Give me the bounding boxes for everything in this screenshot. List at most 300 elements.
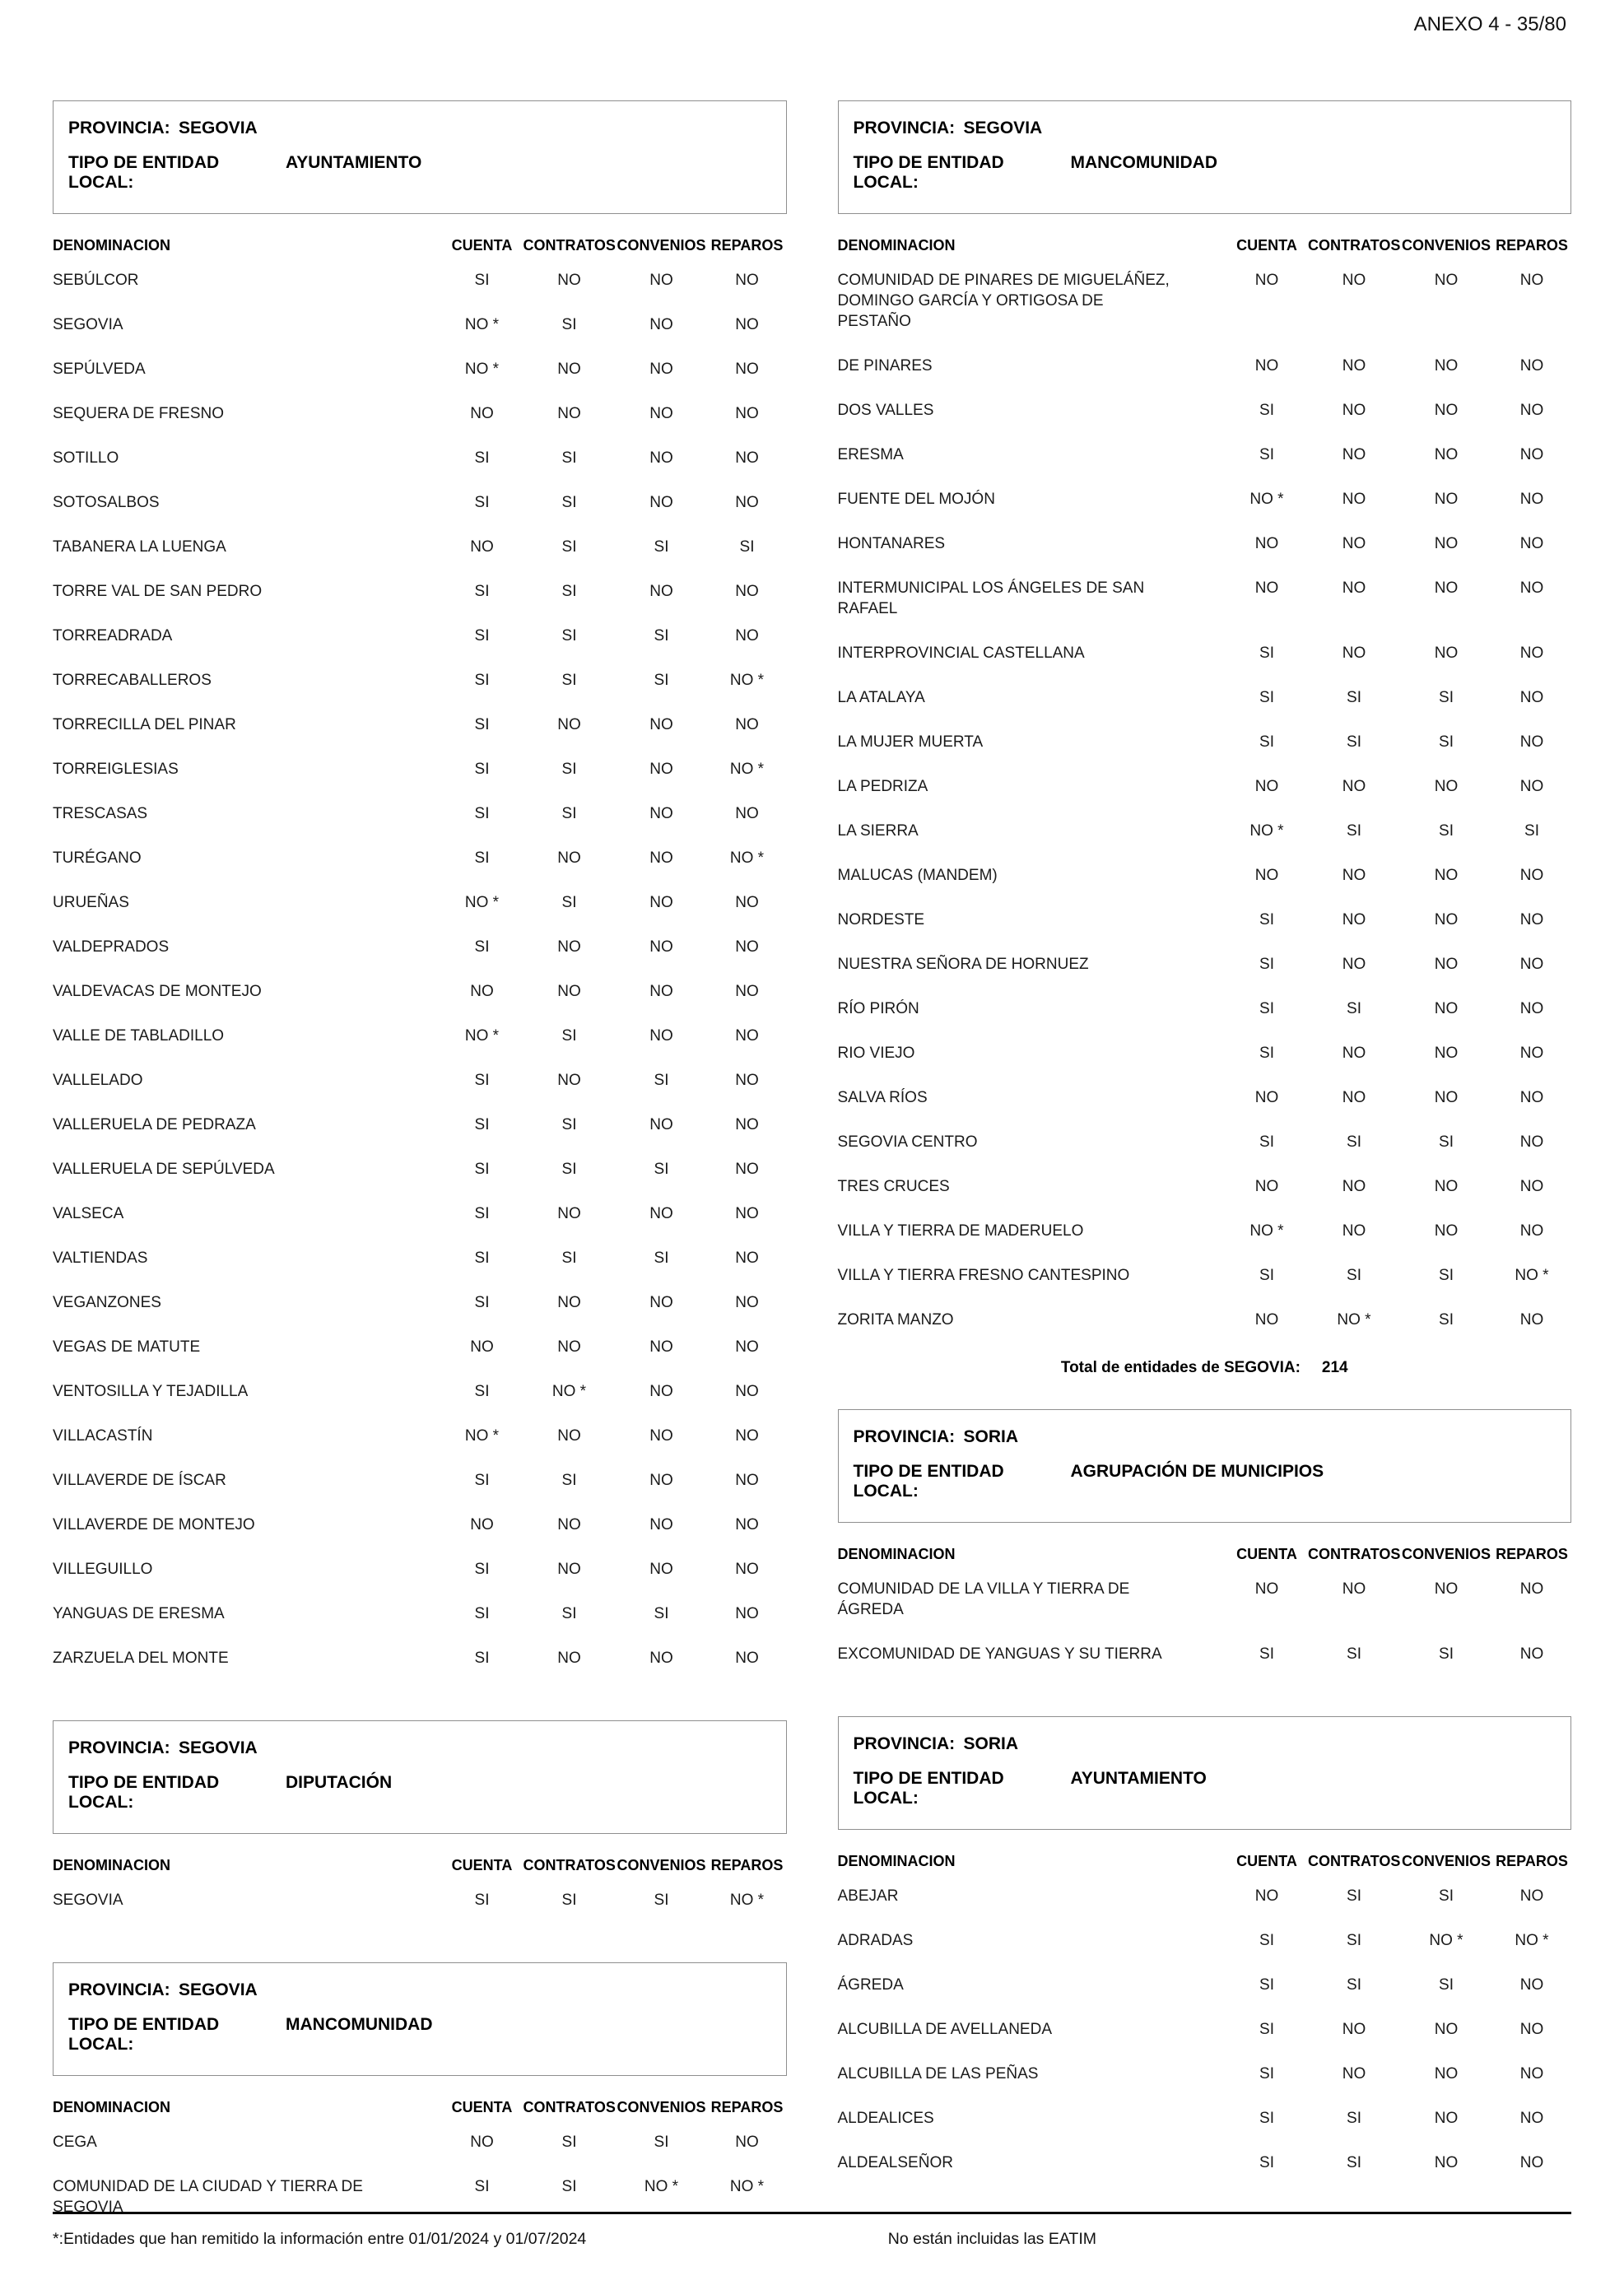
value-cuenta: SI <box>1259 402 1274 419</box>
value-convenios: NO <box>1434 446 1459 463</box>
value-convenios: SI <box>654 1161 669 1178</box>
value-contratos: NO <box>1342 491 1366 508</box>
province-label: PROVINCIA: <box>853 1734 956 1753</box>
table-row <box>53 1026 787 1070</box>
value-convenios: SI <box>654 1250 669 1267</box>
table-row <box>838 998 1572 1043</box>
value-convenios: SI <box>654 2134 669 2151</box>
entity-type-row <box>854 146 1557 200</box>
entity-name: VEGAS DE MATUTE <box>53 1338 201 1356</box>
table-column-headers <box>53 235 787 255</box>
column-header-reparos: REPAROS <box>710 2099 784 2115</box>
value-reparos: NO <box>735 983 759 1000</box>
value-contratos: SI <box>561 538 577 556</box>
value-convenios: NO <box>649 761 673 778</box>
value-convenios: NO <box>649 1516 673 1533</box>
province-value: SORIA <box>963 1427 1019 1446</box>
value-contratos: NO <box>1342 911 1366 928</box>
province-row <box>854 1727 1557 1761</box>
table-row <box>53 2132 787 2176</box>
column-header-denominacion: DENOMINACION <box>837 1853 956 1869</box>
page-annex-number: ANEXO 4 - 35/80 <box>1413 13 1566 35</box>
table-row <box>838 1310 1572 1354</box>
value-reparos: NO <box>1519 778 1544 795</box>
value-contratos: NO <box>1342 1580 1366 1598</box>
value-reparos: NO * <box>729 1892 765 1909</box>
value-contratos: SI <box>1347 1000 1361 1017</box>
value-reparos: NO <box>735 894 759 911</box>
table-row <box>53 1248 787 1292</box>
column-header-contratos: CONTRATOS <box>523 1857 616 1873</box>
entity-name: ADRADAS <box>837 1932 914 1949</box>
value-convenios: SI <box>654 1605 669 1622</box>
table-row <box>53 270 787 314</box>
value-contratos: SI <box>1347 2154 1361 2171</box>
value-reparos: NO <box>1519 491 1544 508</box>
value-convenios: NO <box>1434 2110 1459 2127</box>
value-reparos: NO <box>735 1338 759 1356</box>
entity-name: ÁGREDA <box>837 1976 904 1994</box>
value-contratos: NO <box>1342 1222 1366 1240</box>
value-cuenta: SI <box>1259 733 1274 751</box>
value-contratos: NO <box>557 716 581 733</box>
value-contratos: NO <box>557 1294 581 1311</box>
total-label: Total de entidades de SEGOVIA: <box>1060 1359 1301 1376</box>
value-reparos: NO <box>1519 956 1544 973</box>
value-convenios: SI <box>1439 1976 1454 1994</box>
entity-name: VILLA Y TIERRA DE MADERUELO <box>837 1222 1084 1240</box>
table-row <box>53 1070 787 1115</box>
value-convenios: NO <box>649 983 673 1000</box>
entity-name: HONTANARES <box>837 535 946 552</box>
province-row <box>68 1973 771 2008</box>
entity-name: COMUNIDAD DE LA VILLA Y TIERRA DE ÁGREDA <box>837 1580 1130 1618</box>
value-reparos: NO <box>735 1205 759 1222</box>
entity-table <box>53 1720 787 1934</box>
entity-table <box>53 1962 787 2241</box>
value-contratos: SI <box>1347 822 1361 840</box>
entity-name: VILLAVERDE DE MONTEJO <box>53 1516 255 1533</box>
column-header-reparos: REPAROS <box>1496 1853 1568 1869</box>
table-column-headers <box>53 1855 787 1875</box>
entity-name: VALLERUELA DE SEPÚLVEDA <box>53 1161 275 1178</box>
value-cuenta: SI <box>1259 2154 1274 2171</box>
entity-name: SEQUERA DE FRESNO <box>53 405 224 422</box>
value-convenios: NO <box>649 449 673 467</box>
value-convenios: SI <box>654 627 669 645</box>
value-convenios: SI <box>654 1072 669 1089</box>
entity-name: SEGOVIA <box>53 1892 123 1909</box>
value-cuenta: NO <box>1254 1311 1279 1329</box>
value-convenios: NO * <box>1429 1932 1463 1949</box>
table-column-headers <box>838 235 1572 255</box>
entity-name: URUEÑAS <box>53 894 129 911</box>
entity-name: ZARZUELA DEL MONTE <box>53 1650 229 1667</box>
table-row <box>53 359 787 403</box>
value-contratos: SI <box>1347 1133 1361 1151</box>
table-row <box>53 1470 787 1515</box>
value-reparos: NO <box>735 1472 759 1489</box>
footer-note-asterisk: *:Entidades que han remitido la información entre 01/01/2024 y 01/07/2024 <box>53 2230 587 2248</box>
column-header-denominacion: DENOMINACION <box>837 1546 956 1562</box>
value-reparos: NO <box>1519 1580 1544 1598</box>
table-row <box>838 270 1572 356</box>
value-cuenta: SI <box>474 1116 490 1133</box>
value-contratos: NO * <box>1337 1311 1371 1329</box>
value-convenios: SI <box>1439 1645 1454 1663</box>
value-cuenta: NO <box>1254 1580 1279 1598</box>
entity-type-row <box>68 1766 771 1820</box>
value-cuenta: SI <box>474 716 490 733</box>
value-cuenta: SI <box>474 672 490 689</box>
value-cuenta: SI <box>474 583 490 600</box>
footer-note-eatim: No están incluidas las EATIM <box>887 2230 1096 2248</box>
value-contratos: SI <box>1347 1267 1361 1284</box>
entity-name: ALCUBILLA DE LAS PEÑAS <box>837 2065 1039 2083</box>
table-row <box>838 954 1572 998</box>
value-reparos: NO <box>1519 1000 1544 1017</box>
province-value: SEGOVIA <box>179 119 258 137</box>
entity-name: TRES CRUCES <box>837 1178 950 1195</box>
value-convenios: SI <box>1439 822 1454 840</box>
entity-name: INTERPROVINCIAL CASTELLANA <box>837 645 1085 662</box>
value-cuenta: SI <box>474 1561 490 1578</box>
province-label: PROVINCIA: <box>68 1738 170 1757</box>
value-convenios: NO <box>1434 535 1459 552</box>
value-contratos: NO <box>1342 645 1366 662</box>
value-contratos: NO <box>1342 535 1366 552</box>
value-contratos: NO <box>557 1338 581 1356</box>
entity-name: TORRECABALLEROS <box>53 672 212 689</box>
value-cuenta: SI <box>1259 689 1274 706</box>
entity-name: VALLERUELA DE PEDRAZA <box>53 1116 256 1133</box>
value-reparos: NO <box>1519 402 1544 419</box>
table-row <box>53 1203 787 1248</box>
value-contratos: NO <box>557 1516 581 1533</box>
value-reparos: NO <box>735 2134 759 2151</box>
value-contratos: NO <box>1342 1045 1366 1062</box>
value-reparos: NO <box>735 1605 759 1622</box>
value-contratos: SI <box>561 894 577 911</box>
value-convenios: NO <box>1434 402 1459 419</box>
entity-type-value: AYUNTAMIENTO <box>286 153 422 172</box>
entity-name: NORDESTE <box>837 911 925 928</box>
table-row <box>838 400 1572 444</box>
value-reparos: NO <box>1519 446 1544 463</box>
value-convenios: NO <box>649 894 673 911</box>
entity-name: ALCUBILLA DE AVELLANEDA <box>837 2021 1052 2038</box>
province-label: PROVINCIA: <box>68 119 170 137</box>
value-convenios: NO <box>649 316 673 333</box>
province-label: PROVINCIA: <box>853 1427 956 1446</box>
value-convenios: NO <box>1434 579 1459 597</box>
table-row <box>838 1087 1572 1132</box>
entity-name: SOTILLO <box>53 449 119 467</box>
value-reparos: NO <box>1519 1133 1544 1151</box>
total-entities-row <box>838 1357 1572 1378</box>
value-reparos: NO <box>1519 1887 1544 1905</box>
value-reparos: NO <box>1519 2021 1544 2038</box>
table-row <box>53 1337 787 1381</box>
entity-name: VALLE DE TABLADILLO <box>53 1027 225 1045</box>
table-row <box>53 314 787 359</box>
table-row <box>838 2108 1572 2152</box>
value-contratos: NO <box>1342 272 1366 289</box>
column-header-denominacion: DENOMINACION <box>53 2099 170 2115</box>
province-header-box <box>53 100 787 214</box>
entity-name: VILLEGUILLO <box>53 1561 153 1578</box>
entity-name: ALDEALICES <box>837 2110 934 2127</box>
entity-type-row <box>854 1454 1557 1509</box>
entity-name: ABEJAR <box>837 1887 899 1905</box>
value-cuenta: SI <box>1259 446 1274 463</box>
value-contratos: SI <box>561 1472 577 1489</box>
value-contratos: NO <box>557 1205 581 1222</box>
value-cuenta: SI <box>474 1205 490 1222</box>
value-convenios: SI <box>654 672 669 689</box>
value-cuenta: SI <box>474 272 490 289</box>
value-convenios: NO <box>1434 491 1459 508</box>
province-header-box <box>838 100 1572 214</box>
entity-table <box>53 100 787 1692</box>
province-label: PROVINCIA: <box>853 119 956 137</box>
province-row <box>68 111 771 146</box>
value-reparos: NO <box>1519 1311 1544 1329</box>
value-convenios: NO <box>649 583 673 600</box>
table-row <box>53 1648 787 1692</box>
province-row <box>854 1420 1557 1454</box>
value-convenios: NO <box>1434 778 1459 795</box>
entity-name: SEGOVIA <box>53 316 123 333</box>
right-column <box>838 100 1572 2225</box>
table-row <box>53 626 787 670</box>
table-row <box>838 1176 1572 1221</box>
table-row <box>838 1265 1572 1310</box>
value-cuenta: NO <box>470 2134 494 2151</box>
value-convenios: NO <box>1434 2065 1459 2083</box>
value-reparos: NO <box>735 405 759 422</box>
table-row <box>53 537 787 581</box>
value-reparos: NO <box>1519 1222 1544 1240</box>
value-reparos: NO <box>1519 911 1544 928</box>
value-cuenta: NO * <box>464 1427 500 1445</box>
province-value: SEGOVIA <box>179 1738 258 1757</box>
column-header-denominacion: DENOMINACION <box>53 237 170 254</box>
column-header-convenios: CONVENIOS <box>617 2099 706 2115</box>
value-cuenta: NO <box>470 405 494 422</box>
entity-name: CEGA <box>53 2134 97 2151</box>
column-header-contratos: CONTRATOS <box>523 2099 616 2115</box>
entity-name: TABANERA LA LUENGA <box>53 538 226 556</box>
table-row <box>53 670 787 714</box>
table-row <box>838 1886 1572 1930</box>
table-row <box>838 533 1572 578</box>
value-convenios: NO <box>1434 956 1459 973</box>
value-contratos: NO <box>1342 867 1366 884</box>
value-reparos: NO <box>735 1561 759 1578</box>
value-contratos: SI <box>561 2134 577 2151</box>
entity-name: SOTOSALBOS <box>53 494 160 511</box>
value-cuenta: SI <box>1259 1045 1274 1062</box>
province-row <box>854 111 1557 146</box>
table-row <box>53 714 787 759</box>
value-cuenta: NO * <box>464 361 500 378</box>
value-cuenta: NO <box>470 1338 494 1356</box>
table-row <box>53 1515 787 1559</box>
value-convenios: NO <box>649 1294 673 1311</box>
entity-name: VALDEPRADOS <box>53 938 170 956</box>
value-reparos: NO * <box>1515 1267 1549 1284</box>
value-cuenta: NO <box>470 1516 494 1533</box>
value-reparos: NO * <box>729 849 765 867</box>
column-header-denominacion: DENOMINACION <box>837 237 956 254</box>
value-contratos: SI <box>1347 689 1361 706</box>
table-row <box>53 803 787 848</box>
entity-name: SEBÚLCOR <box>53 272 139 289</box>
table-column-headers <box>53 2097 787 2117</box>
province-header-box <box>53 1962 787 2076</box>
entity-name: DOS VALLES <box>837 402 934 419</box>
value-cuenta: SI <box>1259 956 1274 973</box>
value-reparos: NO <box>735 1516 759 1533</box>
value-contratos: NO <box>1342 778 1366 795</box>
entity-name: VALDEVACAS DE MONTEJO <box>53 983 262 1000</box>
table-row <box>838 776 1572 821</box>
table-row <box>838 444 1572 489</box>
value-convenios: NO <box>649 361 673 378</box>
value-contratos: SI <box>1347 2110 1361 2127</box>
value-cuenta: NO <box>1254 579 1279 597</box>
value-convenios: NO <box>649 1027 673 1045</box>
value-cuenta: SI <box>474 494 490 511</box>
entity-name: SALVA RÍOS <box>837 1089 928 1106</box>
value-convenios: NO <box>649 272 673 289</box>
value-convenios: NO <box>649 494 673 511</box>
entity-type-label: TIPO DE ENTIDAD LOCAL: <box>853 1462 1004 1501</box>
table-row <box>53 1115 787 1159</box>
value-contratos: SI <box>561 1027 577 1045</box>
value-contratos: NO <box>1342 1089 1366 1106</box>
column-header-contratos: CONTRATOS <box>1308 1853 1401 1869</box>
entity-name: SEPÚLVEDA <box>53 361 146 378</box>
value-cuenta: SI <box>1259 2021 1274 2038</box>
entity-name: VILLA Y TIERRA FRESNO CANTESPINO <box>837 1267 1130 1284</box>
column-header-reparos: REPAROS <box>710 237 784 254</box>
value-reparos: NO <box>735 361 759 378</box>
value-convenios: SI <box>1439 733 1454 751</box>
value-convenios: NO <box>649 1338 673 1356</box>
entity-type-row <box>68 2008 771 2062</box>
value-contratos: SI <box>1347 733 1361 751</box>
table-row <box>838 2064 1572 2108</box>
value-cuenta: NO <box>470 983 494 1000</box>
value-convenios: NO <box>649 938 673 956</box>
entity-name: ALDEALSEÑOR <box>837 2154 953 2171</box>
table-row <box>53 1426 787 1470</box>
table-row <box>838 821 1572 865</box>
entity-table <box>838 1409 1572 1688</box>
value-convenios: NO <box>649 849 673 867</box>
value-reparos: NO <box>1519 867 1544 884</box>
table-row <box>838 2152 1572 2197</box>
entity-type-label: TIPO DE ENTIDAD LOCAL: <box>68 1773 220 1812</box>
table-row <box>838 1930 1572 1975</box>
entity-name: LA PEDRIZA <box>837 778 928 795</box>
value-reparos: NO <box>735 627 759 645</box>
entity-table <box>838 1716 1572 2197</box>
value-contratos: NO <box>557 1072 581 1089</box>
column-header-cuenta: CUENTA <box>1236 1546 1297 1562</box>
entity-name: MALUCAS (MANDEM) <box>837 867 998 884</box>
province-label: PROVINCIA: <box>68 1980 170 1999</box>
value-convenios: NO <box>1434 1000 1459 1017</box>
value-reparos: NO * <box>729 2178 765 2195</box>
value-contratos: SI <box>561 583 577 600</box>
province-value: SEGOVIA <box>963 119 1043 137</box>
left-column <box>53 100 787 2269</box>
value-contratos: NO <box>1342 579 1366 597</box>
value-contratos: SI <box>561 672 577 689</box>
value-reparos: NO <box>735 449 759 467</box>
province-row <box>68 1731 771 1766</box>
value-cuenta: SI <box>474 1650 490 1667</box>
value-cuenta: SI <box>1259 1000 1274 1017</box>
column-header-reparos: REPAROS <box>710 1857 784 1873</box>
table-row <box>53 937 787 981</box>
value-reparos: NO <box>1519 2110 1544 2127</box>
value-contratos: SI <box>561 1605 577 1622</box>
value-cuenta: SI <box>474 1294 490 1311</box>
entity-name: VILLAVERDE DE ÍSCAR <box>53 1472 226 1489</box>
value-contratos: SI <box>561 761 577 778</box>
table-row <box>53 448 787 492</box>
value-reparos: NO <box>1519 645 1544 662</box>
table-column-headers <box>838 1544 1572 1564</box>
value-cuenta: SI <box>474 849 490 867</box>
entity-name: TORREADRADA <box>53 627 173 645</box>
table-row <box>53 1559 787 1603</box>
value-convenios: NO <box>1434 1580 1459 1598</box>
value-reparos: NO <box>735 1427 759 1445</box>
table-row <box>838 1043 1572 1087</box>
entity-type-value: AYUNTAMIENTO <box>1070 1769 1207 1788</box>
entity-name: ERESMA <box>837 446 904 463</box>
value-contratos: SI <box>561 627 577 645</box>
value-convenios: SI <box>1439 1311 1454 1329</box>
table-row <box>838 1132 1572 1176</box>
value-contratos: SI <box>561 316 577 333</box>
value-contratos: NO * <box>551 1383 587 1400</box>
value-cuenta: NO * <box>1249 822 1284 840</box>
value-cuenta: NO <box>1254 272 1279 289</box>
value-cuenta: SI <box>474 2178 490 2195</box>
value-cuenta: SI <box>474 805 490 822</box>
value-reparos: NO <box>735 1294 759 1311</box>
value-convenios: NO <box>1434 867 1459 884</box>
entity-type-label: TIPO DE ENTIDAD LOCAL: <box>853 153 1004 192</box>
value-convenios: NO <box>649 1650 673 1667</box>
value-contratos: SI <box>561 1892 577 1909</box>
value-convenios: NO <box>1434 2021 1459 2038</box>
value-cuenta: NO <box>1254 867 1279 884</box>
value-reparos: NO * <box>1515 1932 1549 1949</box>
value-convenios: NO <box>1434 1178 1459 1195</box>
value-reparos: NO <box>1519 1089 1544 1106</box>
entity-name: RÍO PIRÓN <box>837 1000 919 1017</box>
entity-name: VALTIENDAS <box>53 1250 148 1267</box>
value-cuenta: SI <box>474 1383 490 1400</box>
value-reparos: NO <box>1519 1045 1544 1062</box>
